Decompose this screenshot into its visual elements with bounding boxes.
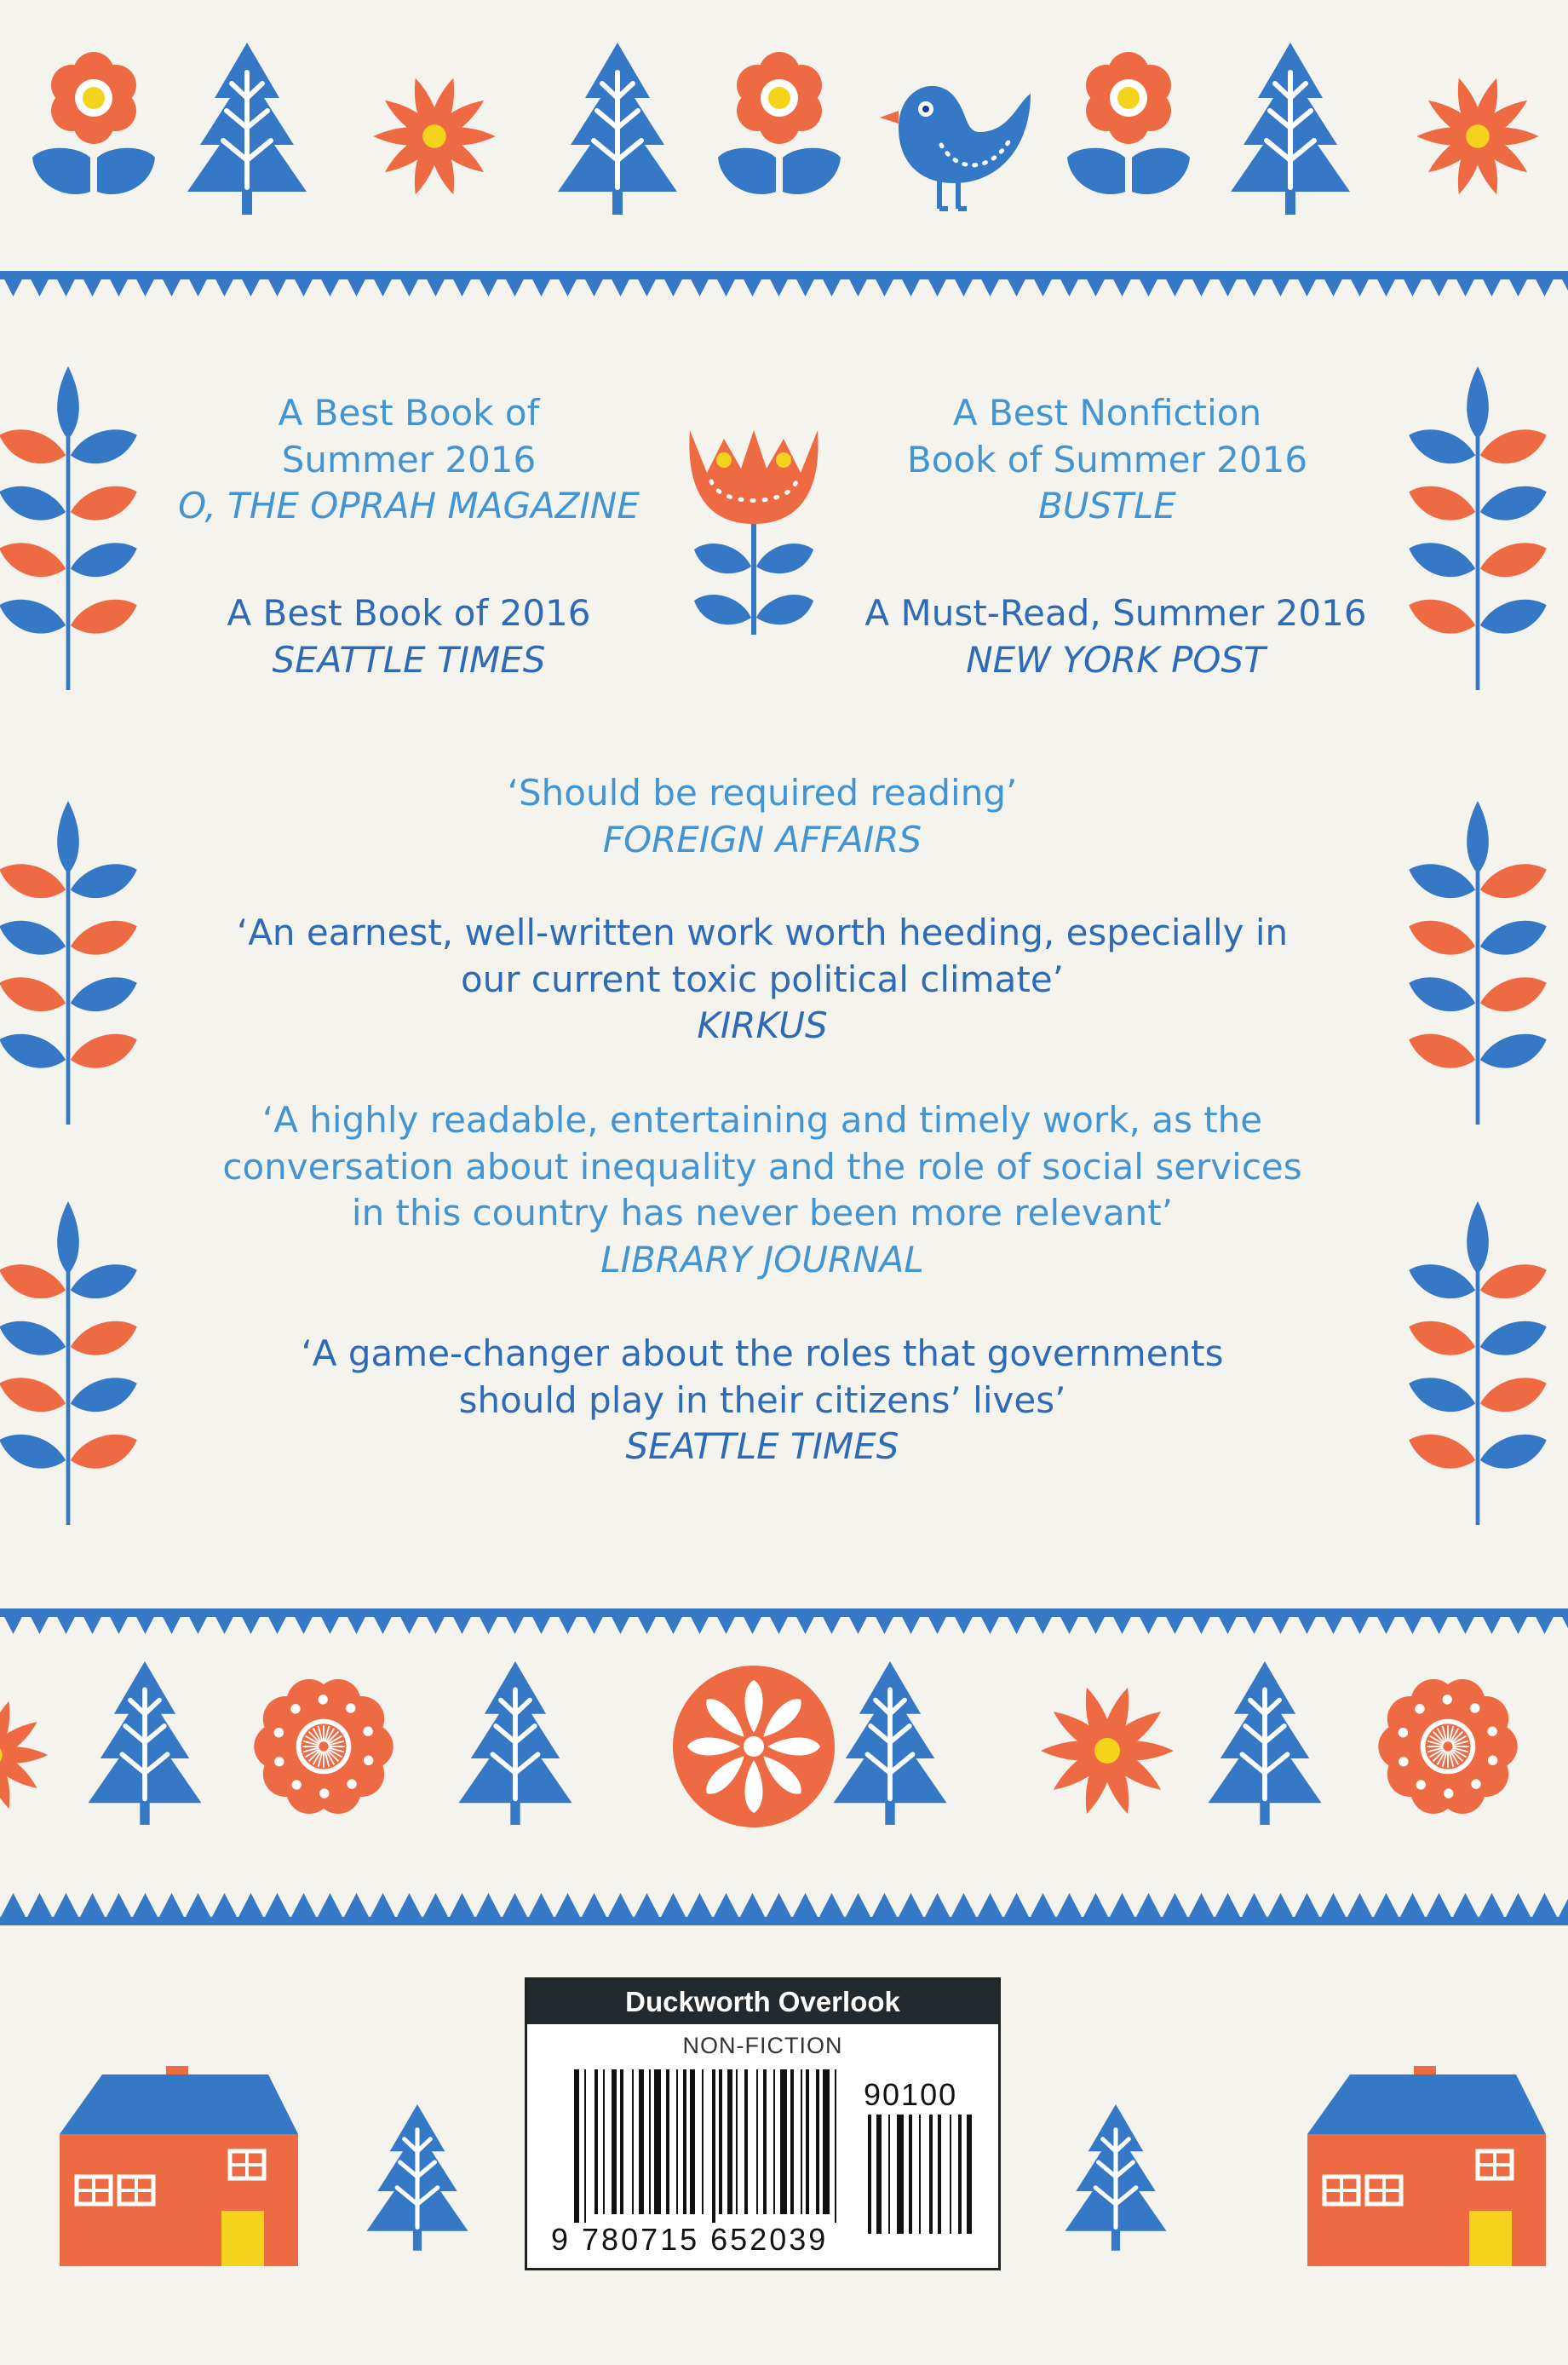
award-bustle: A Best Nonfiction Book of Summer 2016 BUSTLE — [906, 392, 1308, 527]
barcode-bar — [683, 2069, 686, 2214]
barcode-bar — [835, 2069, 836, 2223]
leaf-branch-icon — [1409, 801, 1547, 1125]
barcode-bar — [909, 2115, 912, 2234]
quote-kirkus: ‘An earnest, well-written work worth heeding, especially in our current toxic political climate’ KIRKUS — [236, 912, 1289, 1047]
leaf-branch-icon — [0, 1201, 137, 1525]
star-flower-icon — [373, 78, 496, 195]
barcode-bar — [876, 2115, 882, 2234]
publisher-name: Duckworth Overlook — [527, 1980, 998, 2024]
barcode-bar — [801, 2069, 802, 2214]
tree-icon — [1209, 1661, 1322, 1825]
award-seattle-times: A Best Book of 2016 SEATTLE TIMES — [227, 592, 591, 681]
wheel-icon — [673, 1666, 835, 1827]
bird-icon — [880, 86, 1031, 209]
flower-icon — [718, 52, 841, 194]
barcode-bar — [719, 2069, 722, 2214]
category-label: NON-FICTION — [682, 2033, 843, 2058]
barcode-bar — [690, 2069, 695, 2214]
quote-foreign-affairs: ‘Should be required reading’ FOREIGN AFFAIRS — [507, 772, 1018, 860]
flower-icon — [1067, 52, 1190, 194]
barcode-bar — [666, 2069, 669, 2214]
barcode-bar — [736, 2069, 738, 2214]
barcode-bar — [888, 2115, 890, 2234]
tree-icon — [367, 2104, 468, 2251]
barcode-bar — [676, 2069, 678, 2214]
quote-library-journal: ‘A highly readable, entertaining and timely work, as the conversation about inequality and the role of social services in this country has never been more relevant’ LIBRARY JOURNAL — [222, 1099, 1302, 1280]
tulip-icon — [689, 430, 818, 635]
house-icon — [1307, 2066, 1546, 2266]
barcode-label — [525, 1977, 1001, 2270]
tree-icon — [459, 1661, 572, 1825]
barcode-bar — [756, 2069, 758, 2214]
barcode-bar — [649, 2069, 651, 2214]
barcode-bar — [744, 2069, 748, 2214]
barcode-bar — [868, 2115, 871, 2234]
barcode-bar — [938, 2115, 941, 2234]
barcode-bar — [727, 2069, 732, 2214]
award-new-york-post: A Must-Read, Summer 2016 NEW YORK POST — [864, 592, 1367, 681]
barcode-bar — [929, 2115, 933, 2234]
price-code: 90100 — [864, 2077, 958, 2112]
star-flower-icon — [0, 1701, 48, 1809]
isbn-number: 9 780715 652039 — [551, 2222, 829, 2257]
barcode-bar — [958, 2115, 962, 2234]
barcode-bar — [620, 2069, 623, 2214]
barcode-bar — [897, 2115, 904, 2234]
barcode-bar — [594, 2069, 598, 2214]
flower-icon — [32, 52, 155, 194]
house-icon — [60, 2066, 298, 2266]
triangle-border-1 — [0, 271, 1568, 296]
barcode-bar — [712, 2069, 715, 2223]
leaf-branch-icon — [1409, 1201, 1547, 1525]
leaf-branch-icon — [0, 366, 137, 690]
barcode-bar — [967, 2115, 972, 2234]
barcode-bar — [773, 2069, 775, 2214]
barcode-bar — [584, 2069, 586, 2223]
round-flower-icon — [254, 1679, 393, 1814]
barcode-bar — [816, 2069, 819, 2214]
barcode-bar — [763, 2069, 767, 2214]
barcode-bar — [574, 2069, 579, 2223]
leaf-branch-icon — [1409, 366, 1547, 690]
tree-icon — [89, 1661, 202, 1825]
leaf-branch-icon — [0, 801, 137, 1125]
barcode-bar — [806, 2069, 809, 2214]
barcode-bar — [702, 2069, 704, 2214]
triangle-border-3 — [0, 1893, 1568, 1925]
barcode-bar — [612, 2069, 617, 2214]
quote-seattle-times: ‘A game-changer about the roles that governments should play in their citizens’ lives’ SEATTLE TIMES — [301, 1332, 1224, 1468]
tree-icon — [558, 43, 677, 215]
barcode-bar — [919, 2115, 921, 2234]
tree-icon — [187, 43, 307, 215]
barcode-bar — [823, 2069, 830, 2214]
star-flower-icon — [1416, 78, 1539, 195]
barcode-bar — [603, 2069, 605, 2214]
tree-icon — [834, 1661, 947, 1825]
triangle-border-2 — [0, 1608, 1568, 1634]
barcode-bar — [790, 2069, 794, 2214]
barcode-bar — [654, 2069, 661, 2214]
award-oprah: A Best Book of Summer 2016 O, THE OPRAH MAGAZINE — [178, 392, 640, 527]
tree-icon — [1231, 43, 1350, 215]
barcode-bar — [950, 2115, 951, 2234]
barcode-bar — [632, 2069, 634, 2214]
star-flower-icon — [1041, 1688, 1174, 1814]
tree-icon — [1065, 2104, 1167, 2251]
barcode-bar — [639, 2069, 644, 2214]
round-flower-icon — [1378, 1679, 1517, 1814]
barcode-bar — [780, 2069, 787, 2214]
